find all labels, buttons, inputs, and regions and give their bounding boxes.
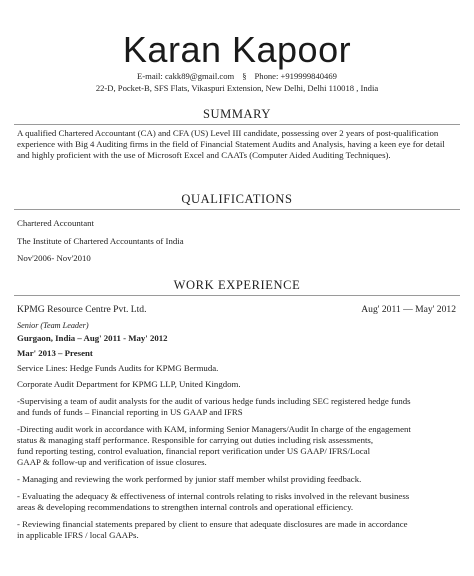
qualification-dates: Nov'2006- Nov'2010 [17, 253, 91, 263]
employment-dates: Aug' 2011 — May' 2012 [361, 304, 456, 315]
qualifications-heading: QUALIFICATIONS [181, 192, 293, 206]
bullet-directing-line-2: status & managing staff performance. Responsible for carrying out duties including risk assessments, [17, 435, 374, 445]
qualifications-divider [14, 209, 460, 210]
bullet-reviewing-line-2: in applicable IFRS / local GAAPs. [17, 530, 139, 540]
section-sign-separator: § [242, 71, 247, 81]
experience-divider [14, 295, 460, 296]
bullet-reviewing-line-1: - Reviewing financial statements prepared by client to ensure that adequate disclosures are made in accordance [17, 519, 408, 529]
candidate-name: Karan Kapoor [122, 29, 352, 70]
company-name: KPMG Resource Centre Pvt. Ltd. [17, 304, 147, 315]
bullet-evaluating-line-2: areas & developing recommendations to strengthen internal controls and operational efficiency. [17, 502, 354, 512]
department: Corporate Audit Department for KPMG LLP, United Kingdom. [17, 379, 241, 389]
bullet-supervising-line-2: and funds of funds – Financial reporting in US GAAP and IFRS [17, 407, 243, 417]
bullet-directing-line-3: fund reporting testing, control evaluation, financial report verification under US GAAP/ IFRS/Local [17, 446, 371, 456]
qualification-title: Chartered Accountant [17, 218, 94, 228]
email-text: E-mail: cakk89@gmail.com [137, 71, 235, 81]
contact-line [0, 71, 474, 82]
summary-text: A qualified Chartered Accountant (CA) and CFA (US) Level III candidate, possessing over 2 years of post-qualification experience with Big 4 Auditing firms in the field of Financial Statement Audits and Analysis, having a keen eye for detail and highly proficient with the use of Microsoft Excel and CAATs (Computer Aided Auditing Techniques). [17, 128, 445, 160]
bullet-directing-line-1: -Directing audit work in accordance with KAM, informing Senior Managers/Audit In charge of the engagement [17, 424, 411, 434]
bullet-supervising-line-1: -Supervising a team of audit analysts for the audit of various hedge funds including SEC registered hedge funds [17, 396, 411, 406]
service-lines: Service Lines: Hedge Funds Audits for KPMG Bermuda. [17, 363, 219, 373]
experience-heading: WORK EXPERIENCE [173, 278, 301, 292]
summary-divider [14, 124, 460, 125]
summary-heading: SUMMARY [202, 107, 272, 121]
job-location: Gurgaon, India – Aug' 2011 - May' 2012 [17, 333, 168, 343]
phone-text: Phone: +919999840469 [254, 71, 337, 81]
bullet-managing-line-1: - Managing and reviewing the work performed by junior staff member whilst providing feedback. [17, 474, 362, 484]
qualification-institute: The Institute of Chartered Accountants of India [17, 236, 184, 246]
address-text: 22-D, Pocket-B, SFS Flats, Vikaspuri Extension, New Delhi, Delhi 110018 , India [95, 83, 379, 93]
job-role: Senior (Team Leader) [17, 321, 89, 330]
bullet-evaluating-line-1: - Evaluating the adequacy & effectiveness of internal controls relating to risks involved in the relevant business [17, 491, 410, 501]
bullet-directing-line-4: GAAP & follow-up and verification of issue closures. [17, 457, 207, 467]
sub-period: Mar' 2013 – Present [17, 348, 93, 358]
